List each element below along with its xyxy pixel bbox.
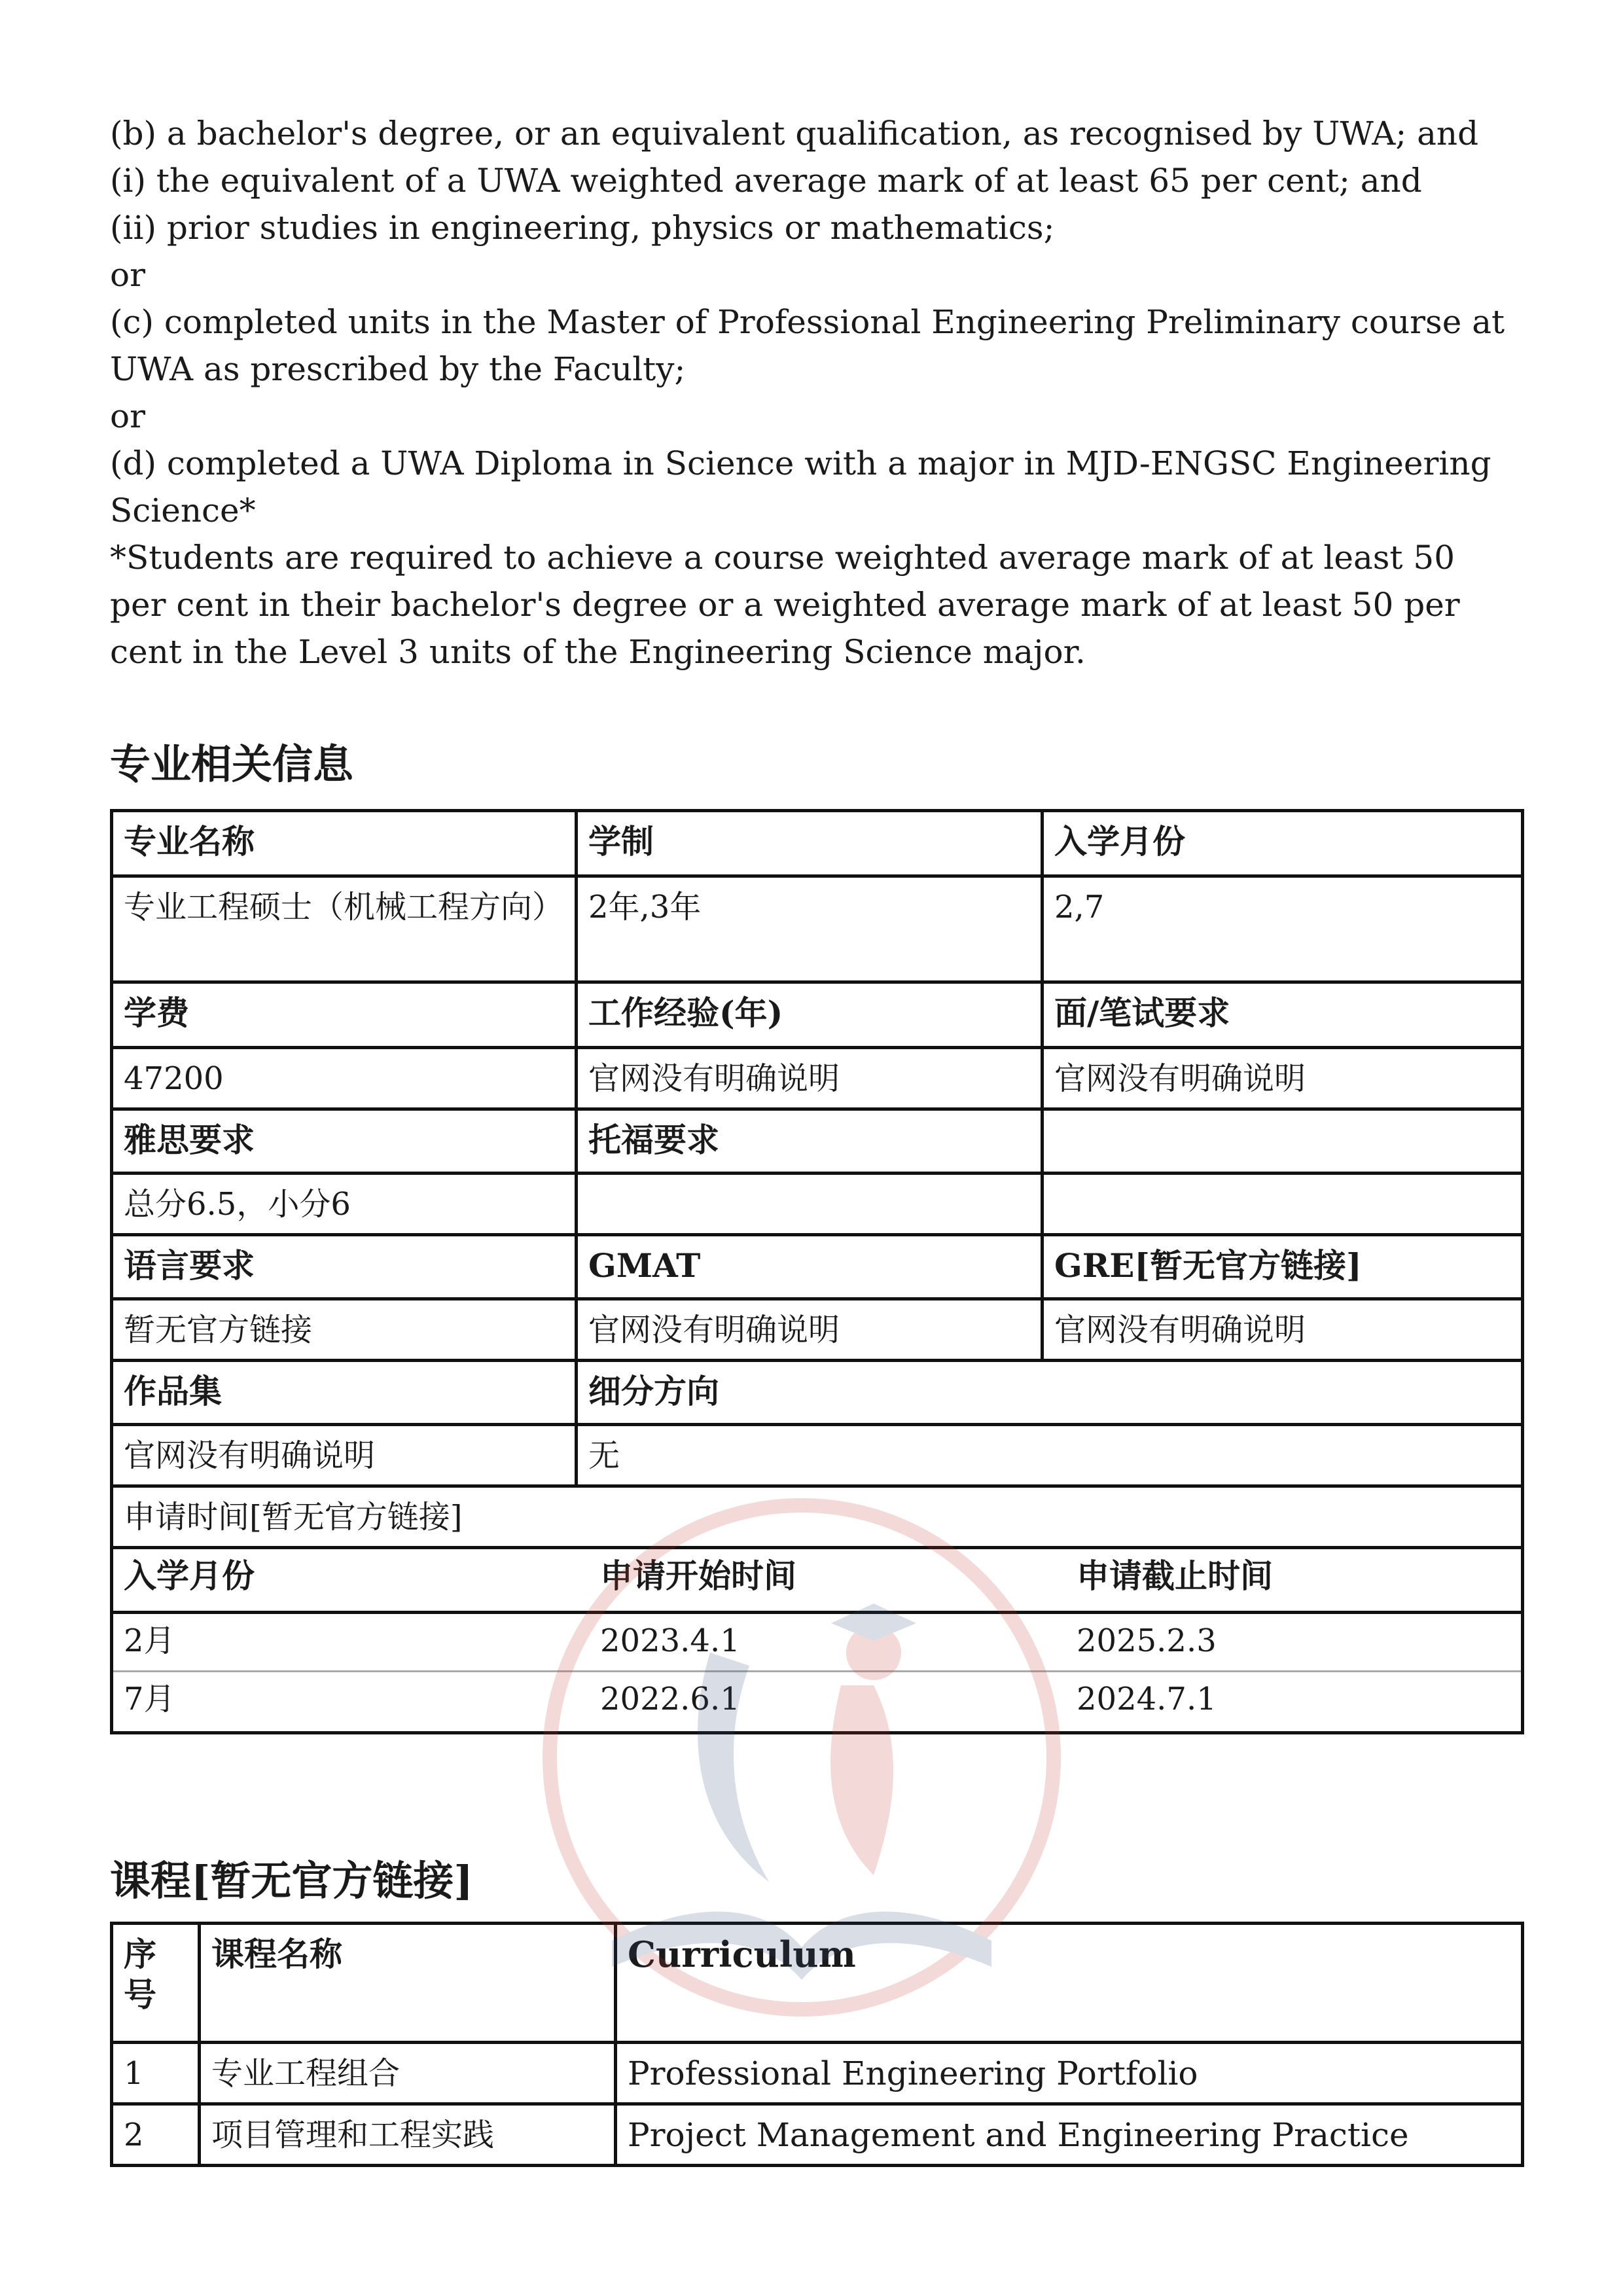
value-toefl [577, 1174, 1043, 1235]
header-ielts: 雅思要求 [112, 1109, 577, 1174]
dates-intake: 2月 [113, 1612, 590, 1671]
requirement-line: (b) a bachelor's degree, or an equivalent qualification, as recognised by UWA; and [110, 115, 1479, 152]
dates-start: 2023.4.1 [590, 1612, 1066, 1671]
admission-requirements-text [110, 110, 1517, 675]
requirement-line: (i) the equivalent of a UWA weighted average mark of at least 65 per cent; and [110, 162, 1422, 200]
value-tuition: 47200 [112, 1048, 577, 1109]
table-header-row [112, 1361, 1523, 1425]
table-row [112, 1425, 1523, 1486]
header-gre: GRE[暂无官方链接] [1043, 1235, 1523, 1299]
course-name-en: Professional Engineering Portfolio [616, 2043, 1523, 2104]
header-empty [1043, 1109, 1523, 1174]
header-duration: 学制 [577, 811, 1043, 876]
table-row [112, 2104, 1523, 2166]
requirement-line: (c) completed units in the Master of Professional Engineering Preliminary course at UWA as prescribed by the Faculty; [110, 303, 1505, 388]
table-header-row [112, 811, 1523, 876]
table-row [112, 2043, 1523, 2104]
application-dates-table [113, 1549, 1521, 1731]
header-toefl: 托福要求 [577, 1109, 1043, 1174]
dates-header-intake: 入学月份 [113, 1549, 590, 1612]
course-name-en: Project Management and Engineering Practice [616, 2104, 1523, 2166]
course-index: 1 [112, 2043, 200, 2104]
dates-intake: 7月 [124, 1680, 175, 1717]
value-language: 暂无官方链接 [112, 1299, 577, 1361]
dates-deadline: 2025.2.3 [1066, 1612, 1521, 1671]
requirement-line: (d) completed a UWA Diploma in Science with a major in MJD-ENGSC Engineering Science* [110, 444, 1491, 529]
table-header-row [112, 1924, 1523, 2043]
value-specialization: 无 [577, 1425, 1523, 1486]
application-time-label: 申请时间[暂无官方链接] [112, 1486, 1523, 1548]
value-duration: 2年,3年 [577, 876, 1043, 982]
table-row [112, 876, 1523, 982]
header-gmat: GMAT [577, 1235, 1043, 1299]
header-language: 语言要求 [112, 1235, 577, 1299]
table-row [112, 1548, 1523, 1733]
course-name-cn: 项目管理和工程实践 [200, 2104, 616, 2166]
value-empty [1043, 1174, 1523, 1235]
requirement-line: or [110, 256, 146, 294]
dates-start: 2022.6.1 [600, 1680, 740, 1717]
table-row [112, 1299, 1523, 1361]
header-curriculum: Curriculum [616, 1924, 1523, 2043]
course-index: 2 [112, 2104, 200, 2166]
value-ielts: 总分6.5，小分6 [112, 1174, 577, 1235]
dates-deadline: 2024.7.1 [1077, 1680, 1217, 1717]
requirement-line: or [110, 397, 146, 435]
courses-table [110, 1922, 1524, 2167]
header-portfolio: 作品集 [112, 1361, 577, 1425]
course-name-cn: 专业工程组合 [200, 2043, 616, 2104]
header-work-experience: 工作经验(年) [577, 982, 1043, 1048]
header-tuition: 学费 [112, 982, 577, 1048]
table-row [112, 1486, 1523, 1548]
table-header-row [112, 1109, 1523, 1174]
dates-header-start: 申请开始时间 [590, 1549, 1066, 1612]
value-intake-month: 2,7 [1043, 876, 1523, 982]
application-dates-cell [112, 1548, 1523, 1733]
value-interview-exam: 官网没有明确说明 [1043, 1048, 1523, 1109]
value-major-name: 专业工程硕士（机械工程方向） [112, 876, 577, 982]
table-row [112, 1048, 1523, 1109]
table-header-row [112, 982, 1523, 1048]
value-gmat: 官网没有明确说明 [577, 1299, 1043, 1361]
header-index: 序号 [112, 1924, 200, 2043]
dates-row [113, 1671, 1521, 1731]
value-work-experience: 官网没有明确说明 [577, 1048, 1043, 1109]
dates-row [113, 1612, 1521, 1671]
table-row [112, 1174, 1523, 1235]
requirement-footnote: *Students are required to achieve a course weighted average mark of at least 50 per cent in their bachelor's degree or a weighted average mark of at least 50 per cent in the Level 3 units of the Engineering Science major. [110, 539, 1460, 671]
header-course-name: 课程名称 [200, 1924, 616, 2043]
value-portfolio: 官网没有明确说明 [112, 1425, 577, 1486]
dates-header-deadline: 申请截止时间 [1066, 1549, 1521, 1612]
major-info-title: 专业相关信息 [110, 740, 354, 788]
value-gre: 官网没有明确说明 [1043, 1299, 1523, 1361]
header-interview-exam: 面/笔试要求 [1043, 982, 1523, 1048]
courses-title: 课程[暂无官方链接] [110, 1857, 473, 1905]
header-specialization: 细分方向 [577, 1361, 1523, 1425]
header-intake-month: 入学月份 [1043, 811, 1523, 876]
header-major-name: 专业名称 [112, 811, 577, 876]
requirement-line: (ii) prior studies in engineering, physics or mathematics; [110, 209, 1055, 247]
dates-header-row [113, 1549, 1521, 1612]
major-info-table [110, 809, 1524, 1734]
table-header-row [112, 1235, 1523, 1299]
